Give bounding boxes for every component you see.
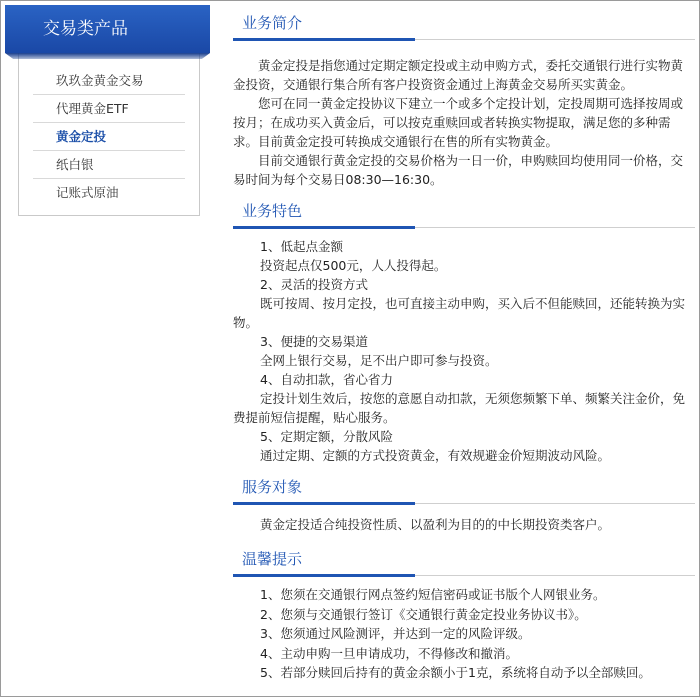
tips-body bbox=[233, 585, 689, 683]
feature-desc: 全网上银行交易，足不出户即可参与投资。 bbox=[260, 353, 498, 368]
tip-item: 2、您须与交通银行签订《交通银行黄金定投业务协议书》。 bbox=[260, 606, 587, 622]
section-title-audience: 服务对象 bbox=[233, 474, 695, 504]
sidebar-item-paper-silver[interactable]: 纸白银 bbox=[33, 151, 185, 179]
sidebar-item-crude-oil[interactable]: 记账式原油 bbox=[56, 185, 119, 200]
feature-desc: 定投计划生效后，按您的意愿自动扣款，无须您频繁下单、频繁关注金价，免费提前短信提醒，贴心服务。 bbox=[233, 391, 686, 425]
intro-body bbox=[233, 56, 689, 189]
feature-title: 3、便捷的交易渠道 bbox=[260, 334, 368, 349]
features-body bbox=[233, 237, 689, 465]
sidebar-title: 交易类产品 bbox=[5, 5, 210, 53]
feature-desc: 通过定期、定额的方式投资黄金，有效规避金价短期波动风险。 bbox=[260, 448, 611, 463]
feature-title: 4、自动扣款，省心省力 bbox=[260, 372, 393, 387]
audience-text: 黄金定投适合纯投资性质、以盈利为目的的中长期投资类客户。 bbox=[260, 517, 611, 532]
intro-paragraph-2: 您可在同一黄金定投协议下建立一个或多个定投计划，定投周期可选择按周或按月；在成功买入黄金后，可以按克重赎回或者转换实物提取，满足您的多种需求。目前黄金定投可转换成交通银行在售的所有实物黄金。 bbox=[233, 96, 684, 149]
sidebar-item-gold-investment-plan[interactable]: 黄金定投 bbox=[33, 123, 185, 151]
intro-paragraph-3: 目前交通银行黄金定投的交易价格为一日一价，申购赎回均使用同一价格，交易时间为每个交易日08:30—16:30。 bbox=[233, 153, 684, 187]
feature-desc: 既可按周、按月定投，也可直接主动申购，买入后不但能赎回，还能转换为实物。 bbox=[233, 296, 686, 330]
section-title-features: 业务特色 bbox=[233, 198, 695, 228]
feature-desc: 投资起点仅500元，人人投得起。 bbox=[260, 258, 447, 273]
audience-body bbox=[233, 515, 689, 534]
sidebar-item-gold-etf[interactable]: 代理黄金ETF bbox=[33, 95, 185, 123]
tip-item: 1、您须在交通银行网点签约短信密码或证书版个人网银业务。 bbox=[260, 587, 606, 602]
section-title-tips: 温馨提示 bbox=[233, 546, 695, 576]
feature-title: 5、定期定额，分散风险 bbox=[260, 429, 393, 444]
sidebar-item-jiujiu-gold[interactable]: 玖玖金黄金交易 bbox=[33, 67, 185, 95]
sidebar bbox=[5, 5, 210, 216]
sidebar-nav bbox=[18, 53, 200, 216]
feature-title: 1、低起点金额 bbox=[260, 239, 343, 254]
tip-item: 4、主动申购一旦申请成功，不得修改和撤消。 bbox=[260, 645, 518, 661]
feature-title: 2、灵活的投资方式 bbox=[260, 277, 368, 292]
tip-item: 5、若部分赎回后持有的黄金余额小于1克，系统将自动予以全部赎回。 bbox=[260, 665, 651, 680]
section-title-intro: 业务简介 bbox=[233, 10, 695, 40]
main-content bbox=[233, 10, 695, 683]
intro-paragraph-1: 黄金定投是指您通过定期定额定投或主动申购方式，委托交通银行进行实物黄金投资，交通银行集合所有客户投资资金通过上海黄金交易所买实黄金。 bbox=[233, 58, 684, 92]
tip-item: 3、您须通过风险测评，并达到一定的风险评级。 bbox=[260, 626, 531, 641]
